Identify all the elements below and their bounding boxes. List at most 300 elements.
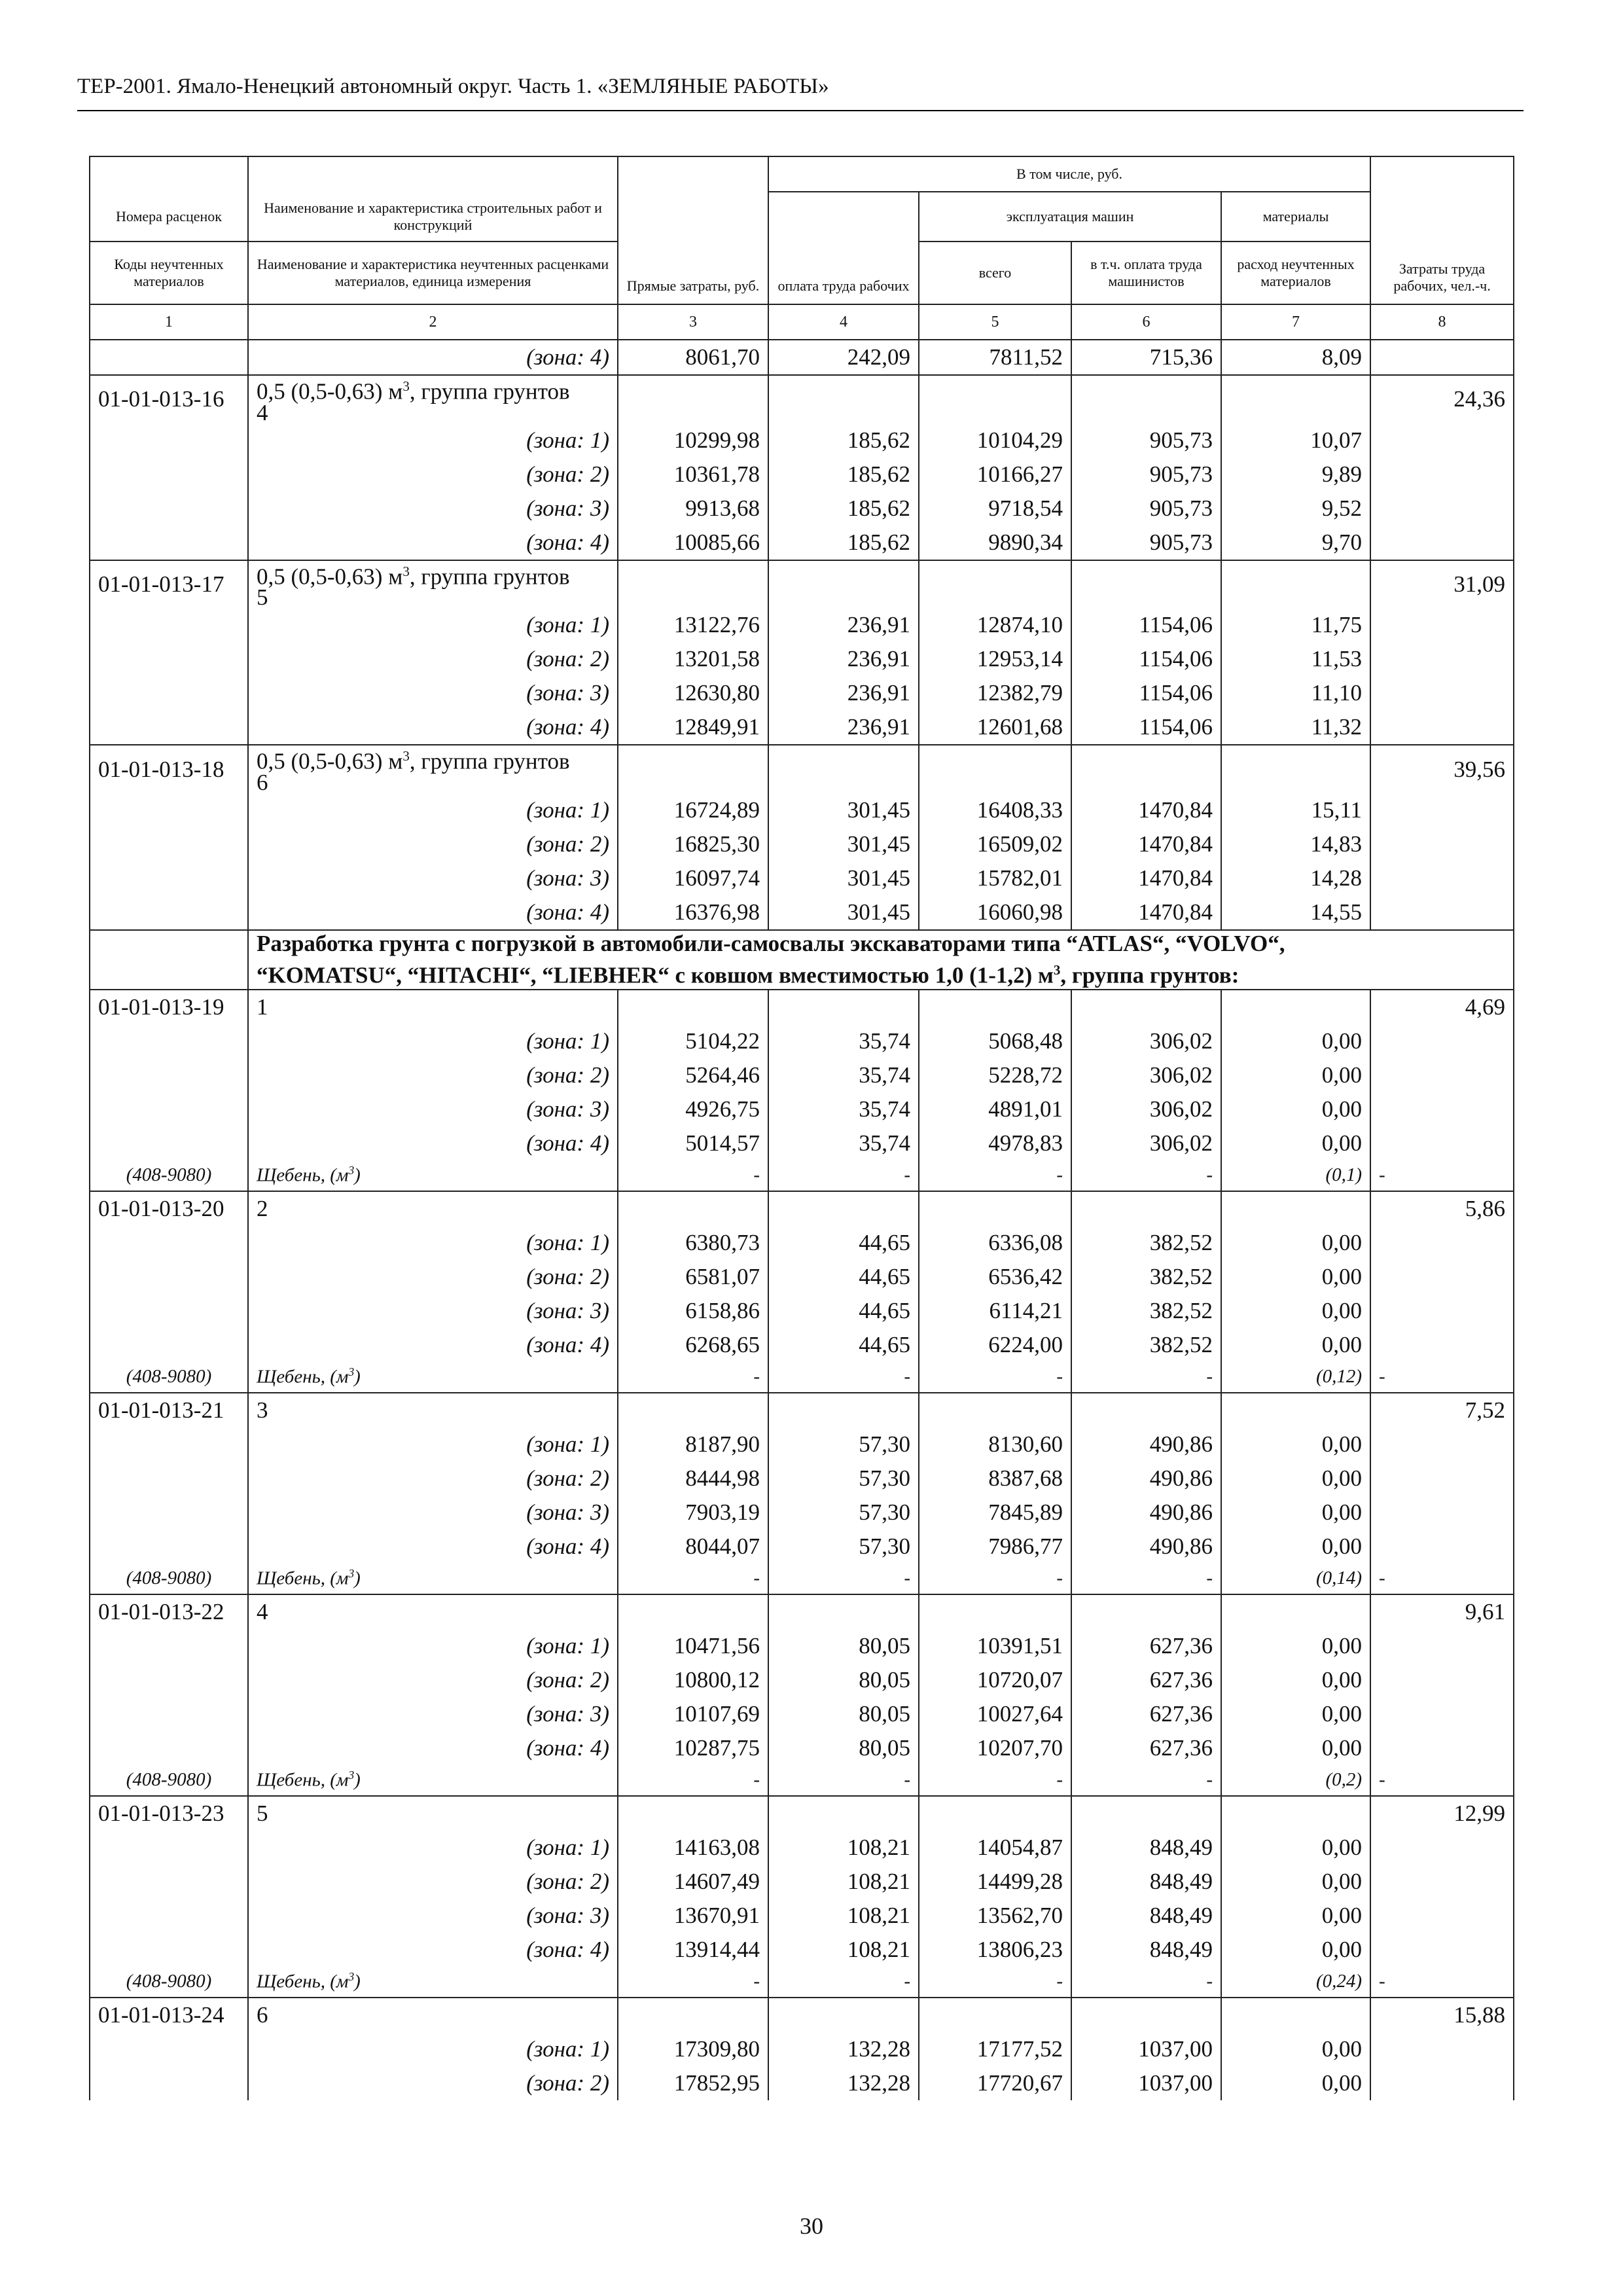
labor-wage: 185,62 [768, 492, 919, 526]
machinist-wage: 905,73 [1071, 526, 1221, 560]
direct-cost: 6268,65 [618, 1328, 768, 1362]
empty-cell [919, 560, 1071, 609]
zone-label: (зона: 2) [248, 1058, 618, 1092]
direct-cost: 6581,07 [618, 1260, 768, 1294]
direct-cost: 8061,70 [618, 340, 768, 375]
machinist-wage: 382,52 [1071, 1294, 1221, 1328]
zone-row [90, 827, 1514, 861]
direct-cost: 16376,98 [618, 895, 768, 930]
material-code: (408-9080) [90, 1160, 248, 1191]
zone-row [90, 1899, 1514, 1933]
materials: 0,00 [1221, 1427, 1370, 1462]
machine-total: 15782,01 [919, 861, 1071, 895]
empty-cell [1071, 1191, 1221, 1226]
empty-cell [1370, 1328, 1514, 1362]
empty-cell [768, 1393, 919, 1427]
rate-row [90, 1796, 1514, 1831]
direct-cost: 10287,75 [618, 1731, 768, 1765]
materials: 0,00 [1221, 1530, 1370, 1564]
labor-wage: 80,05 [768, 1731, 919, 1765]
machinist-wage: 490,86 [1071, 1462, 1221, 1496]
rate-name [248, 745, 618, 793]
empty-cell [1370, 1731, 1514, 1765]
machine-total: 10720,07 [919, 1663, 1071, 1697]
machine-total: 7986,77 [919, 1530, 1071, 1564]
direct-cost: 5014,57 [618, 1126, 768, 1160]
direct-cost: 17309,80 [618, 2032, 768, 2066]
labor-cost: 7,52 [1370, 1393, 1514, 1427]
direct-cost: 13914,44 [618, 1933, 768, 1967]
material-name-part: Щебень, (м [257, 1568, 349, 1589]
col-number: 5 [919, 304, 1071, 340]
labor-wage: 108,21 [768, 1865, 919, 1899]
machinist-wage: 1154,06 [1071, 608, 1221, 642]
empty-cell [90, 1024, 248, 1058]
material-name-part: Щебень, (м [257, 1366, 349, 1388]
empty-cell [90, 492, 248, 526]
empty-cell [1221, 1393, 1370, 1427]
machinist-wage: 1470,84 [1071, 827, 1221, 861]
materials: 0,00 [1221, 1126, 1370, 1160]
rate-code: 01-01-013-18 [90, 745, 248, 793]
page-number: 30 [800, 2213, 823, 2239]
col-number: 3 [618, 304, 768, 340]
material-name-part: ) [354, 1164, 361, 1186]
empty-cell [1370, 1226, 1514, 1260]
dash-cell: - [1370, 1362, 1514, 1393]
empty-cell [1370, 1697, 1514, 1731]
empty-cell [919, 990, 1071, 1024]
superscript: 3 [1053, 961, 1061, 978]
material-row [90, 1160, 1514, 1191]
materials: 0,00 [1221, 1328, 1370, 1362]
col-header-rashod: расход неучтенных материалов [1221, 242, 1370, 304]
machine-total: 14499,28 [919, 1865, 1071, 1899]
machine-total: 4978,83 [919, 1126, 1071, 1160]
direct-cost: 4926,75 [618, 1092, 768, 1126]
dash-cell: - [768, 1564, 919, 1594]
machine-total: 10207,70 [919, 1731, 1071, 1765]
machine-total: 12382,79 [919, 676, 1071, 710]
zone-label: (зона: 4) [248, 1933, 618, 1967]
superscript: 3 [402, 563, 410, 579]
empty-cell [618, 560, 768, 609]
zone-label: (зона: 1) [248, 1629, 618, 1663]
zone-row [90, 1629, 1514, 1663]
labor-wage: 132,28 [768, 2066, 919, 2100]
direct-cost: 12630,80 [618, 676, 768, 710]
empty-cell [768, 1594, 919, 1629]
zone-label: (зона: 3) [248, 1899, 618, 1933]
col-header-kody: Коды неучтенных материалов [90, 242, 248, 304]
materials: 0,00 [1221, 1865, 1370, 1899]
empty-cell [1370, 2066, 1514, 2100]
materials: 9,89 [1221, 457, 1370, 492]
zone-label: (зона: 1) [248, 2032, 618, 2066]
materials: 9,70 [1221, 526, 1370, 560]
machinist-wage: 382,52 [1071, 1260, 1221, 1294]
material-code: (408-9080) [90, 1765, 248, 1796]
labor-cost: 31,09 [1370, 560, 1514, 609]
empty-cell [768, 1191, 919, 1226]
empty-cell [90, 1328, 248, 1362]
machinist-wage: 627,36 [1071, 1663, 1221, 1697]
rate-code: 01-01-013-21 [90, 1393, 248, 1427]
zone-label: (зона: 3) [248, 676, 618, 710]
section-title-line: “KOMATSU“, “HITACHI“, “LIEBHER“ с ковшом вместимостью 1,0 (1-1,2) м [257, 962, 1054, 988]
zone-row [90, 1427, 1514, 1462]
material-name-part: Щебень, (м [257, 1769, 349, 1791]
zone-label: (зона: 1) [248, 423, 618, 457]
empty-cell [1221, 1191, 1370, 1226]
rate-name-part: 0,5 (0,5-0,63) м [257, 378, 403, 404]
section-title-line: , группа грунтов: [1060, 962, 1240, 988]
zone-label: (зона: 4) [248, 1126, 618, 1160]
labor-wage: 57,30 [768, 1427, 919, 1462]
labor-cost: 12,99 [1370, 1796, 1514, 1831]
material-code: (408-9080) [90, 1362, 248, 1393]
labor-wage: 44,65 [768, 1226, 919, 1260]
empty-cell [919, 1191, 1071, 1226]
zone-row [90, 1328, 1514, 1362]
zone-row [90, 457, 1514, 492]
zone-row [90, 1092, 1514, 1126]
labor-wage: 301,45 [768, 793, 919, 827]
rate-name-part: 5 [257, 584, 268, 609]
rate-name-part: , группа грунтов [409, 378, 570, 404]
machine-total: 8130,60 [919, 1427, 1071, 1462]
direct-cost: 6158,86 [618, 1294, 768, 1328]
zone-label: (зона: 3) [248, 1496, 618, 1530]
zone-row [90, 1697, 1514, 1731]
empty-cell [1370, 1496, 1514, 1530]
labor-wage: 132,28 [768, 2032, 919, 2066]
machinist-wage: 848,49 [1071, 1899, 1221, 1933]
machine-total: 16408,33 [919, 793, 1071, 827]
machine-total: 13806,23 [919, 1933, 1071, 1967]
material-name [248, 1765, 618, 1796]
labor-wage: 80,05 [768, 1629, 919, 1663]
labor-wage: 35,74 [768, 1126, 919, 1160]
rate-code: 01-01-013-22 [90, 1594, 248, 1629]
empty-cell [618, 745, 768, 793]
materials: 10,07 [1221, 423, 1370, 457]
empty-cell [919, 1594, 1071, 1629]
labor-wage: 242,09 [768, 340, 919, 375]
zone-label: (зона: 3) [248, 492, 618, 526]
empty-cell [919, 745, 1071, 793]
zone-label: (зона: 2) [248, 1663, 618, 1697]
material-qty: (0,2) [1221, 1765, 1370, 1796]
section-title [248, 930, 1514, 990]
empty-cell [768, 375, 919, 423]
machinist-wage: 627,36 [1071, 1697, 1221, 1731]
empty-cell [1221, 990, 1370, 1024]
dash-cell: - [919, 1362, 1071, 1393]
zone-label: (зона: 2) [248, 827, 618, 861]
soil-group: 6 [248, 1998, 618, 2032]
empty-cell [1370, 1294, 1514, 1328]
machine-total: 10391,51 [919, 1629, 1071, 1663]
direct-cost: 9913,68 [618, 492, 768, 526]
col-number: 7 [1221, 304, 1370, 340]
col-header-vtch: в т.ч. оплата труда машинистов [1071, 242, 1221, 304]
empty-cell [1370, 1058, 1514, 1092]
empty-cell [1071, 1796, 1221, 1831]
empty-cell [90, 827, 248, 861]
labor-wage: 301,45 [768, 827, 919, 861]
direct-cost: 13670,91 [618, 1899, 768, 1933]
direct-cost: 14163,08 [618, 1831, 768, 1865]
materials: 11,32 [1221, 710, 1370, 745]
rate-row [90, 1393, 1514, 1427]
empty-cell [618, 1998, 768, 2032]
empty-cell [90, 1663, 248, 1697]
empty-cell [1370, 1629, 1514, 1663]
zone-row [90, 526, 1514, 560]
header-blank-1 [90, 156, 248, 192]
empty-cell [1370, 1899, 1514, 1933]
machinist-wage: 627,36 [1071, 1731, 1221, 1765]
machinist-wage: 490,86 [1071, 1427, 1221, 1462]
direct-cost: 16825,30 [618, 827, 768, 861]
labor-wage: 236,91 [768, 710, 919, 745]
labor-wage: 185,62 [768, 457, 919, 492]
empty-cell [1221, 745, 1370, 793]
zone-label: (зона: 1) [248, 608, 618, 642]
machine-total: 10166,27 [919, 457, 1071, 492]
zone-label: (зона: 4) [248, 1328, 618, 1362]
empty-cell [90, 793, 248, 827]
labor-wage: 236,91 [768, 642, 919, 676]
zone-row [90, 676, 1514, 710]
empty-cell [1370, 423, 1514, 457]
labor-wage: 80,05 [768, 1697, 919, 1731]
zone-row [90, 608, 1514, 642]
empty-cell [919, 1796, 1071, 1831]
zone-row [90, 642, 1514, 676]
rate-code: 01-01-013-19 [90, 990, 248, 1024]
empty-cell [768, 560, 919, 609]
material-row [90, 1967, 1514, 1998]
machinist-wage: 848,49 [1071, 1933, 1221, 1967]
empty-cell [90, 457, 248, 492]
page-header: ТЕР-2001. Ямало-Ненецкий автономный округ. Часть 1. «ЗЕМЛЯНЫЕ РАБОТЫ» [77, 73, 1524, 111]
soil-group: 3 [248, 1393, 618, 1427]
soil-group: 1 [248, 990, 618, 1024]
zone-row [90, 2066, 1514, 2100]
labor-wage: 44,65 [768, 1328, 919, 1362]
soil-group: 5 [248, 1796, 618, 1831]
material-name [248, 1564, 618, 1594]
zone-label: (зона: 3) [248, 1092, 618, 1126]
empty-cell [1370, 1092, 1514, 1126]
direct-cost: 10107,69 [618, 1697, 768, 1731]
dash-cell: - [618, 1765, 768, 1796]
empty-cell [618, 1796, 768, 1831]
rate-code: 01-01-013-17 [90, 560, 248, 609]
zone-row [90, 1865, 1514, 1899]
superscript: 3 [348, 1970, 355, 1984]
col-number: 8 [1370, 304, 1514, 340]
machinist-wage: 490,86 [1071, 1530, 1221, 1564]
machine-total: 16509,02 [919, 827, 1071, 861]
materials: 0,00 [1221, 1260, 1370, 1294]
labor-wage: 236,91 [768, 608, 919, 642]
dash-cell: - [919, 1160, 1071, 1191]
empty-cell [768, 1998, 919, 2032]
material-code: (408-9080) [90, 1967, 248, 1998]
labor-wage: 57,30 [768, 1462, 919, 1496]
material-name-part: Щебень, (м [257, 1971, 349, 1992]
empty-cell [919, 1393, 1071, 1427]
rate-code: 01-01-013-23 [90, 1796, 248, 1831]
materials: 0,00 [1221, 2066, 1370, 2100]
zone-row [90, 1530, 1514, 1564]
empty-cell [768, 990, 919, 1024]
rate-code: 01-01-013-20 [90, 1191, 248, 1226]
dash-cell: - [618, 1160, 768, 1191]
machinist-wage: 1037,00 [1071, 2032, 1221, 2066]
empty-cell [1370, 1024, 1514, 1058]
empty-cell [90, 710, 248, 745]
superscript: 3 [402, 378, 410, 394]
direct-cost: 16724,89 [618, 793, 768, 827]
zone-row [90, 1058, 1514, 1092]
zone-row [90, 1226, 1514, 1260]
col-number: 2 [248, 304, 618, 340]
empty-cell [1071, 1998, 1221, 2032]
materials: 14,83 [1221, 827, 1370, 861]
direct-cost: 7903,19 [618, 1496, 768, 1530]
machinist-wage: 1037,00 [1071, 2066, 1221, 2100]
materials: 0,00 [1221, 1899, 1370, 1933]
empty-cell [90, 1629, 248, 1663]
labor-cost: 15,88 [1370, 1998, 1514, 2032]
direct-cost: 5104,22 [618, 1024, 768, 1058]
dash-cell: - [919, 1765, 1071, 1796]
machinist-wage: 905,73 [1071, 423, 1221, 457]
empty-cell [1221, 1594, 1370, 1629]
materials: 0,00 [1221, 1058, 1370, 1092]
materials: 0,00 [1221, 1462, 1370, 1496]
direct-cost: 10085,66 [618, 526, 768, 560]
empty-cell [90, 930, 248, 990]
empty-cell [1221, 375, 1370, 423]
empty-cell [90, 1126, 248, 1160]
dash-cell: - [1071, 1362, 1221, 1393]
labor-wage: 108,21 [768, 1899, 919, 1933]
materials: 14,28 [1221, 861, 1370, 895]
zone-label: (зона: 2) [248, 1462, 618, 1496]
material-row [90, 1765, 1514, 1796]
col-number: 6 [1071, 304, 1221, 340]
zone-row [90, 492, 1514, 526]
materials: 0,00 [1221, 1831, 1370, 1865]
materials: 14,55 [1221, 895, 1370, 930]
machine-total: 12601,68 [919, 710, 1071, 745]
zone-label: (зона: 3) [248, 861, 618, 895]
zone-row [90, 1260, 1514, 1294]
zone-row [90, 895, 1514, 930]
rate-code: 01-01-013-24 [90, 1998, 248, 2032]
empty-cell [90, 1462, 248, 1496]
dash-cell: - [768, 1362, 919, 1393]
empty-cell [1370, 710, 1514, 745]
rate-row [90, 1594, 1514, 1629]
empty-cell [90, 608, 248, 642]
labor-wage: 185,62 [768, 526, 919, 560]
col-header-mater: материалы [1221, 192, 1370, 242]
dash-cell: - [1370, 1967, 1514, 1998]
machinist-wage: 1154,06 [1071, 642, 1221, 676]
empty-cell [1370, 1530, 1514, 1564]
labor-cost: 4,69 [1370, 990, 1514, 1024]
zone-label: (зона: 4) [248, 340, 618, 375]
col-number: 4 [768, 304, 919, 340]
machine-total: 5228,72 [919, 1058, 1071, 1092]
labor-wage: 108,21 [768, 1933, 919, 1967]
direct-cost: 8044,07 [618, 1530, 768, 1564]
zone-label: (зона: 1) [248, 1226, 618, 1260]
direct-cost: 13122,76 [618, 608, 768, 642]
rate-row [90, 1998, 1514, 2032]
empty-cell [90, 895, 248, 930]
empty-cell [90, 676, 248, 710]
empty-cell [1370, 457, 1514, 492]
empty-cell [618, 1191, 768, 1226]
material-qty: (0,12) [1221, 1362, 1370, 1393]
labor-wage: 185,62 [768, 423, 919, 457]
empty-cell [1370, 676, 1514, 710]
machine-total: 6536,42 [919, 1260, 1071, 1294]
materials: 0,00 [1221, 1697, 1370, 1731]
machinist-wage: 306,02 [1071, 1126, 1221, 1160]
col-header-oplata: оплата труда рабочих [768, 192, 919, 304]
zone-label: (зона: 2) [248, 1865, 618, 1899]
dash-cell: - [768, 1160, 919, 1191]
dash-cell: - [919, 1564, 1071, 1594]
empty-cell [90, 1092, 248, 1126]
empty-cell [618, 375, 768, 423]
empty-cell [90, 1731, 248, 1765]
empty-cell [90, 1226, 248, 1260]
dash-cell: - [1370, 1765, 1514, 1796]
rate-name-part: 0,5 (0,5-0,63) м [257, 748, 403, 774]
machine-total: 17720,67 [919, 2066, 1071, 2100]
rate-name [248, 375, 618, 423]
machinist-wage: 715,36 [1071, 340, 1221, 375]
zone-label: (зона: 2) [248, 1260, 618, 1294]
empty-cell [90, 1058, 248, 1092]
empty-cell [1370, 1865, 1514, 1899]
col-header-naimen: Наименование и характеристика строительных работ и конструкций [248, 192, 618, 242]
zone-row [90, 793, 1514, 827]
empty-cell [919, 1998, 1071, 2032]
machine-total: 10104,29 [919, 423, 1071, 457]
labor-wage: 108,21 [768, 1831, 919, 1865]
empty-cell [1370, 1462, 1514, 1496]
direct-cost: 6380,73 [618, 1226, 768, 1260]
section-row [90, 930, 1514, 990]
superscript: 3 [348, 1567, 355, 1581]
empty-cell [1370, 793, 1514, 827]
machinist-wage: 905,73 [1071, 457, 1221, 492]
empty-cell [90, 1427, 248, 1462]
zone-row [90, 1731, 1514, 1765]
empty-cell [90, 2032, 248, 2066]
materials: 0,00 [1221, 1294, 1370, 1328]
